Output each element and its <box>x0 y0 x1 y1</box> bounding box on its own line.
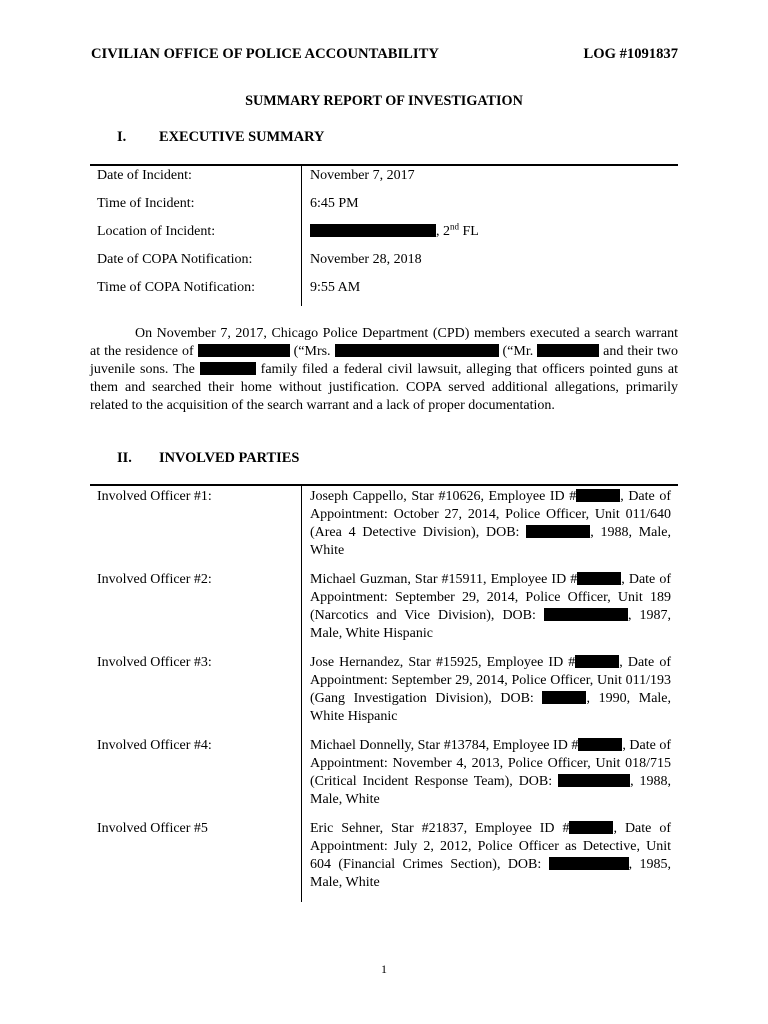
involved-officer-label: Involved Officer #2: <box>97 572 212 587</box>
redaction-bar <box>198 344 290 357</box>
involved-officer-details: Michael Guzman, Star #15911, Employee ID # , Date of Appointment: September 29, 2014, Police Officer, Unit 189 (Narcotics and Vice Division), DOB: , 1987, Male, White Hispanic <box>310 572 671 642</box>
date-of-incident-value: November 7, 2017 <box>310 168 415 183</box>
redaction-bar <box>537 344 599 357</box>
redaction-bar <box>544 608 628 621</box>
section-title: INVOLVED PARTIES <box>159 450 300 466</box>
redaction-bar <box>569 821 613 834</box>
page-header <box>91 46 678 66</box>
redaction-bar <box>310 224 436 237</box>
involved-officer-details: Jose Hernandez, Star #15925, Employee ID # , Date of Appointment: September 29, 2014, Police Officer, Unit 011/193 (Gang Investigation Division), DOB: , 1990, Male, White Hispanic <box>310 655 672 725</box>
involved-officer-label: Involved Officer #1: <box>97 489 212 504</box>
table-top-rule <box>90 484 678 486</box>
involved-officer-label: Involved Officer #5 <box>97 821 208 836</box>
copa-notification-time-value: 9:55 AM <box>310 280 361 295</box>
time-of-incident-label: Time of Incident: <box>97 196 195 211</box>
involved-officer-details: Michael Donnelly, Star #13784, Employee ID # , Date of Appointment: November 4, 2013, Police Officer, Unit 018/715 (Critical Incident Response Team), DOB: , 1988, Male, White <box>310 738 672 808</box>
redaction-bar <box>549 857 629 870</box>
section-title: EXECUTIVE SUMMARY <box>159 129 325 145</box>
redaction-bar <box>335 344 499 357</box>
agency-name: CIVILIAN OFFICE OF POLICE ACCOUNTABILITY <box>91 46 439 62</box>
section-number: I. <box>117 129 127 145</box>
redaction-bar <box>576 489 620 502</box>
involved-officer-label: Involved Officer #3: <box>97 655 212 670</box>
section-number: II. <box>117 450 132 466</box>
log-number: LOG #1091837 <box>583 46 678 62</box>
time-of-incident-value: 6:45 PM <box>310 196 359 211</box>
redaction-bar <box>200 362 256 375</box>
involved-officer-label: Involved Officer #4: <box>97 738 212 753</box>
location-of-incident-label: Location of Incident: <box>97 224 216 239</box>
table-divider <box>301 486 302 902</box>
involved-officer-details: Eric Sehner, Star #21837, Employee ID # , Date of Appointment: July 2, 2012, Police Officer as Detective, Unit 604 (Financial Crimes Section), DOB: , 1985, Male, White <box>310 821 672 891</box>
report-title: SUMMARY REPORT OF INVESTIGATION <box>245 93 523 109</box>
redaction-bar <box>526 525 590 538</box>
summary-paragraph: On November 7, 2017, Chicago Police Department (CPD) members executed a search warrant at the residence of (“Mrs. (“Mr. and their two juvenile sons. The family filed a federal civil lawsuit, alleging that officers pointed guns at them and searched their home without justification. COPA served additional allegations, primarily related to the acquisition of the search warrant and a lack of proper documentation. <box>90 326 678 413</box>
date-of-incident-label: Date of Incident: <box>97 168 192 183</box>
copa-notification-time-label: Time of COPA Notification: <box>97 280 256 295</box>
table-top-rule <box>90 164 678 166</box>
copa-notification-date-label: Date of COPA Notification: <box>97 252 253 267</box>
redaction-bar <box>558 774 630 787</box>
redaction-bar <box>575 655 619 668</box>
redaction-bar <box>542 691 586 704</box>
location-of-incident-value: , 2nd FL <box>310 223 479 240</box>
redaction-bar <box>577 572 621 585</box>
involved-officer-details: Joseph Cappello, Star #10626, Employee ID # , Date of Appointment: October 27, 2014, Police Officer, Unit 011/640 (Area 4 Detective Division), DOB: , 1988, Male, White <box>310 489 671 559</box>
redaction-bar <box>578 738 622 751</box>
table-divider <box>301 166 302 306</box>
copa-notification-date-value: November 28, 2018 <box>310 252 422 267</box>
page-number: 1 <box>381 962 387 976</box>
